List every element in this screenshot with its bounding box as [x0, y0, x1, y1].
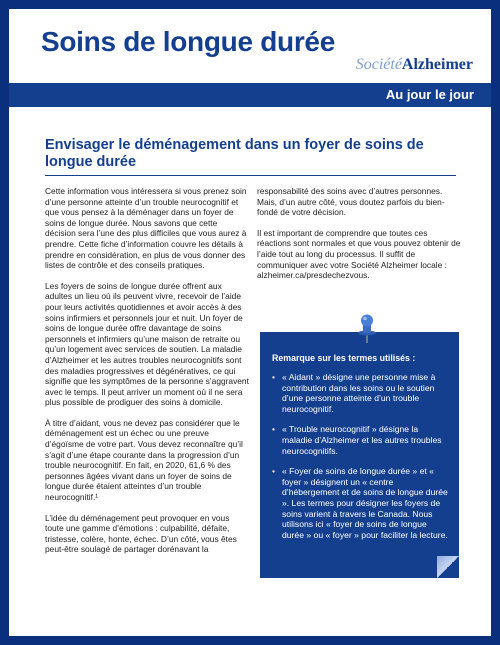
section-title: Envisager le déménagement dans un foyer de soins de longue durée [45, 137, 424, 170]
brand-logo-part2: Alzheimer [401, 56, 473, 73]
callout-title: Remarque sur les termes utilisés : [272, 353, 416, 363]
paragraph: À titre d’aidant, vous ne devez pas considérer que le déménagement est un échec ou une preuve d’égoïsme de votre part. Vous devez reconnaître qu’il s’agit d’une étape courante dans la progression d’un trouble neurocognitif. En fait, en 2020, 61,6 % des personnes âgées vivant dans un foyer de soins de longue durée étaient atteintes d’un trouble neurocognitif.¹ [45, 417, 243, 503]
document-title: Soins de longue durée [41, 26, 335, 57]
right-column [257, 186, 461, 291]
header-banner [9, 83, 491, 107]
pushpin-icon [355, 314, 379, 344]
list-item: • « Trouble neurocognitif » désigne la maladie d’Alzheimer et les autres troubles neurocognitifs. [272, 424, 450, 456]
banner-label: Au jour le jour [385, 87, 474, 102]
paragraph: L’idée du déménagement peut provoquer en vous toute une gamme d’émotions : culpabilité, défaite, tristesse, colère, honte, échec. D’un côté, vous êtes peut-être soulagé de partager dorénavant la [45, 512, 237, 555]
left-column [45, 186, 249, 565]
paragraph: Il est important de comprendre que toutes ces réactions sont normales et que vous pouvez obtenir de l’aide tout au long du processus. Il suffit de communiquer avec votre Société Alzheimer locale : alzheimer.ca/presdechezvous. [257, 227, 461, 281]
brand-logo-part1: Société [355, 56, 402, 73]
callout-list [272, 372, 450, 550]
brand-logo [356, 56, 473, 74]
list-item: • « Aidant » désigne une personne mise à contribution dans les soins ou le soutien d’une personne atteinte d’un trouble neurocognitif. [272, 372, 450, 414]
list-item: • « Foyer de soins de longue durée » et « foyer » désignent un « centre d’hébergement et de soins de longue durée ». Les termes pour désigner les foyers de soins varient à travers le Canada. Nous utilisons ici « foyer de soins de longue durée » ou « foyer » pour faciliter la lecture. [272, 466, 450, 540]
paragraph: Cette information vous intéressera si vous prenez soin d’une personne atteinte d’un trouble neurocognitif et que vous pensez à la déménager dans un foyer de soins de longue durée. Nous savons que cette décision sera l’une des plus difficiles que vous aurez à prendre. Cette fiche d’information couvre les détails à prendre en considération, en plus de vous donner des listes de contrôle et des conseils pratiques. [45, 186, 247, 271]
paragraph: Les foyers de soins de longue durée offrent aux adultes un lieu où ils peuvent vivre, recevoir de l’aide pour leurs activités quotidiennes et avoir accès à des soins infirmiers et personnels jour et nuit. Un foyer de soins de longue durée offre davantage de soins personnels et infirmiers qu’une maison de retraite ou qu’un logement avec services de soutien. La maladie d’Alzheimer et les autres troubles neurocognitifs sont des maladies progressives et dégénératives, ce qui signifie que les symptômes de la personne s’aggravent avec le temps. Il peut arriver un moment où il ne sera plus possible de prodiguer des soins à domicile. [45, 280, 249, 408]
document-sheet [9, 9, 491, 636]
section-divider [45, 175, 456, 176]
paragraph: responsabilité des soins avec d’autres personnes. Mais, d’un autre côté, vous doutez parfois du bien-fondé de votre décision. [257, 186, 445, 218]
page-fold-icon [437, 556, 459, 578]
terminology-callout [260, 332, 459, 578]
document-header [9, 9, 491, 83]
